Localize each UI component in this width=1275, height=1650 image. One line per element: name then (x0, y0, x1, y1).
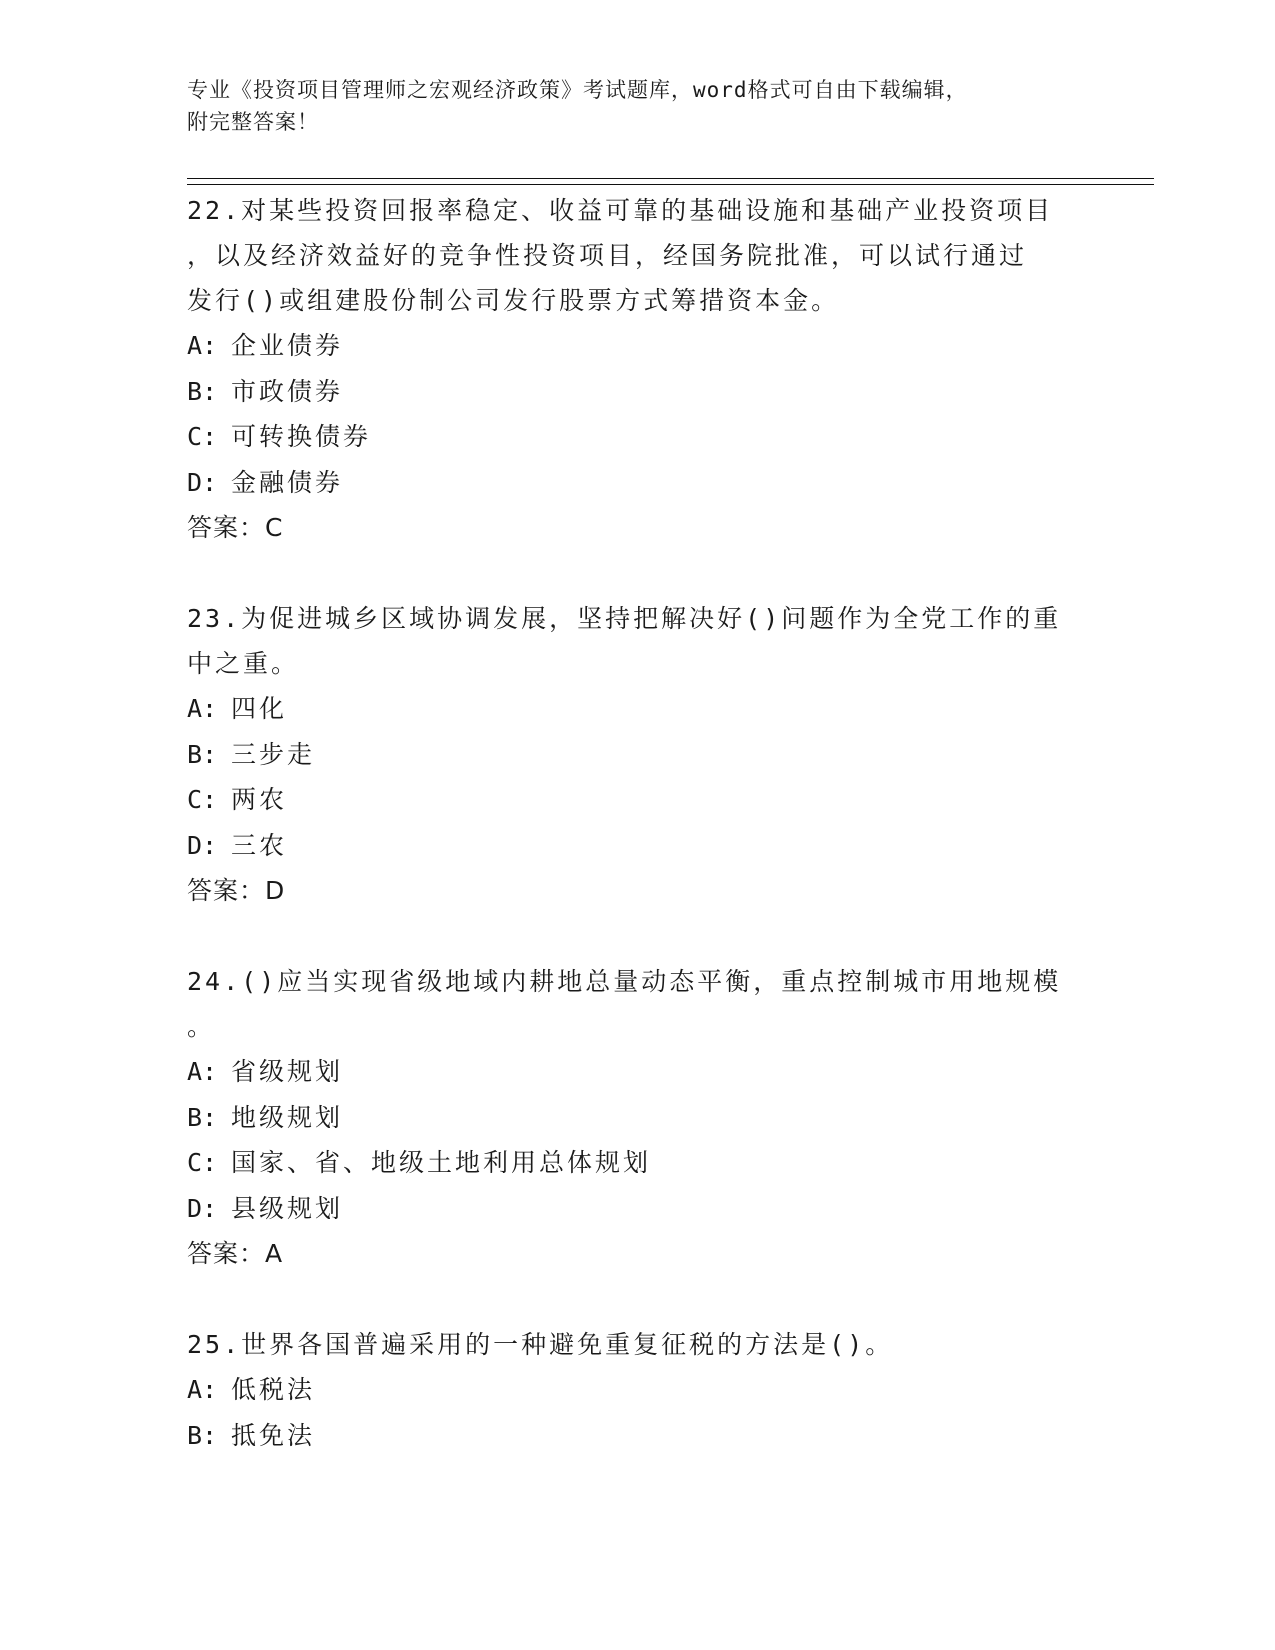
option-key: A: (187, 1057, 218, 1086)
option-d (187, 1186, 1087, 1232)
option-key: C: (187, 1148, 218, 1177)
option-key: A: (187, 1375, 218, 1404)
option-b (187, 1413, 1087, 1459)
option-b (187, 369, 1087, 415)
question-line: 。 (187, 1012, 216, 1041)
option-c (187, 414, 1087, 460)
option-key: C: (187, 785, 218, 814)
question-23 (187, 596, 1087, 913)
header-divider-bottom (187, 184, 1154, 185)
question-line: 22.对某些投资回报率稳定、收益可靠的基础设施和基础产业投资项目 (187, 196, 1054, 225)
answer-label: 答案：A (187, 1239, 284, 1268)
option-key: B: (187, 739, 218, 769)
answer-label: 答案：D (187, 876, 286, 905)
question-line: ，以及经济效益好的竞争性投资项目，经国务院批准，可以试行通过 (187, 241, 1028, 270)
option-key: D: (187, 830, 218, 860)
question-24 (187, 959, 1087, 1276)
option-b (187, 732, 1087, 778)
header-divider-top (187, 178, 1154, 179)
option-a (187, 686, 1087, 732)
header-line-2: 附完整答案！ (187, 110, 319, 134)
question-line: 中之重。 (187, 649, 300, 678)
option-d (187, 823, 1087, 869)
option-text: 三步走 (231, 739, 316, 769)
option-text: 两农 (231, 785, 288, 814)
question-list (187, 188, 1087, 1458)
option-text: 金融债券 (231, 467, 344, 497)
question-22 (187, 188, 1087, 550)
option-d (187, 460, 1087, 506)
option-key: C: (187, 422, 218, 451)
question-line: 23.为促进城乡区域协调发展，坚持把解决好()问题作为全党工作的重 (187, 604, 1062, 633)
document-header (187, 74, 1067, 138)
option-b (187, 1095, 1087, 1141)
option-a (187, 323, 1087, 369)
option-key: A: (187, 331, 218, 360)
option-c (187, 777, 1087, 823)
spacer (187, 550, 1087, 596)
option-key: B: (187, 376, 218, 406)
question-25 (187, 1322, 1087, 1458)
header-line-1: 专业《投资项目管理师之宏观经济政策》考试题库，word格式可自由下载编辑， (187, 78, 968, 102)
question-line: 25.世界各国普遍采用的一种避免重复征税的方法是()。 (187, 1330, 894, 1359)
option-text: 地级规划 (231, 1102, 344, 1132)
option-c (187, 1140, 1087, 1186)
option-text: 可转换债券 (231, 422, 372, 451)
option-text: 县级规划 (231, 1193, 344, 1223)
option-text: 市政债券 (231, 376, 344, 406)
option-key: D: (187, 1193, 218, 1223)
option-a (187, 1367, 1087, 1413)
spacer (187, 1276, 1087, 1322)
spacer (187, 913, 1087, 959)
option-text: 四化 (231, 694, 288, 723)
option-text: 三农 (231, 830, 288, 860)
option-key: B: (187, 1420, 218, 1450)
option-key: D: (187, 467, 218, 497)
option-text: 企业债券 (231, 331, 344, 360)
option-a (187, 1049, 1087, 1095)
question-line: 24.()应当实现省级地域内耕地总量动态平衡，重点控制城市用地规模 (187, 967, 1062, 996)
option-key: B: (187, 1102, 218, 1132)
option-text: 低税法 (231, 1375, 316, 1404)
option-text: 省级规划 (231, 1057, 344, 1086)
answer-label: 答案：C (187, 513, 284, 542)
option-key: A: (187, 694, 218, 723)
option-text: 抵免法 (231, 1420, 316, 1450)
option-text: 国家、省、地级土地利用总体规划 (231, 1148, 652, 1177)
question-line: 发行()或组建股份制公司发行股票方式筹措资本金。 (187, 286, 840, 315)
